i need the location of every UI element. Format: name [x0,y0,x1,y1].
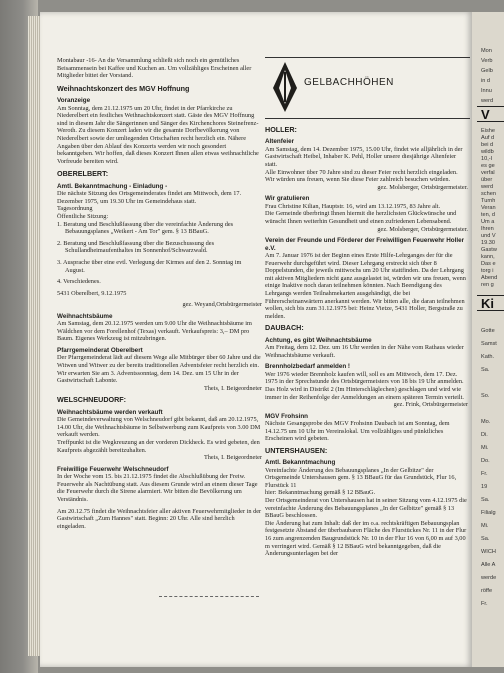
adjacent-page-line: WICH [481,549,496,555]
adjacent-page-line: kann, [481,254,495,260]
agenda-item: 1. Beratung und Beschlußfassung über die vereinfachte Änderung des Bebauungsplanes „Weikert - Am Tor" gem. § 13 BBauG. [57,220,234,236]
congrats-body: Frau Christine Kilian, Hauptstr. 16, wird am 13.12.1975, 83 Jahre alt. [265,202,441,210]
congrats-heading: Wir gratulieren [265,195,310,203]
daubach-body: Am Freitag, dem 12. Dez. um 16 Uhr werden in der Nähe vom Rathaus wieder Weihnachtsbäume verkauft. [265,344,464,359]
signature: Theis, I. Beigeordneter [203,454,262,462]
daubach-subheading: Achtung, es gibt Weihnachtsbäume [265,336,372,344]
adjacent-page-line: werde [481,575,497,581]
adjacent-page-line: bei d [481,142,494,148]
signature: gez. Weyand,Ortsbürgermeister [182,301,262,309]
adjacent-page-line: Fr. [481,471,488,477]
signature: gez. Frink, Ortsbürgermeister [393,401,468,409]
trees-body: Am Samstag, dem 20.12.1975 werden um 9.00 Uhr die Weihnachtsbäume im Wäldchen vor dem Forellenhof (Texas) verkauft. Verkaufspreis: 3,– DM pro Baum. Eigenes Werkzeug ist mitzubringen. [57,320,252,343]
unterhausen-heading: UNTERSHAUSEN: [265,445,328,455]
section-title: GELBACHHÖHEN [304,77,394,88]
adjacent-page-line: Fr. [481,601,488,607]
unterhausen-body: hier: Bekanntmachung gemäß § 12 BBauG. [265,489,376,497]
adjacent-page-line: es ge [481,163,495,169]
adjacent-page-line: Veran [481,205,496,211]
mgv-body: Am Sonntag, dem 21.12.1975 um 20 Uhr, findet in der Pfarrkirche zu Niederelbert ein festliches Weihnachtskonzert statt. Gäste des MGV Hoffnung sind in diesem Jahr die Sängerinnen und Sänger des Kirchenchores Steinefrenz-Weroth. Zu diesem Konzert laden wir die gesamte Dorfbevölkerung von Niederelbert sowie der umliegenden Ortschaften recht herzlich ein. Nähere Angaben über den Ablauf des Konzerts werden wir noch gesondert bekanntgeben. Wir hoffen, daß dieses Konzert Ihnen allen etwas weihnachtliche Vorfreude bereiten wird. [57,104,259,165]
adjacent-page-line: Gotte [481,328,495,334]
adjacent-page-line: Mi. [481,445,489,451]
adjacent-page-line: 19 [481,484,488,490]
adjacent-page-line: Samst [481,341,497,347]
adjacent-page-line: ren g [481,282,494,288]
adjacent-page-line: Alle A [481,562,496,568]
place-date: 5431 Oberelbert, 9.12.1975 [57,289,127,297]
daubach-heading: DAUBACH: [265,323,304,333]
adjacent-page-line: Di. [481,432,488,438]
right-column [265,126,468,558]
unterhausen-subheading: Amtl. Bekanntmachung [265,459,336,467]
feuerwehr-body: In der Woche vom 15. bis 21.12.1975 findet die Abschlußübung der Freiw. Feuerwehr als Nachtübung statt. Aus diesem Grunde wird an einem dieser Tage die Feuerwehr durch die Sirene alarmiert. Wir bitten die Bevölkerung um Verständnis. [57,473,258,503]
agenda-label: Tagesordnung [57,205,93,213]
adjacent-page-line: Mi. [481,523,489,529]
adjacent-page-line: Ihren [481,226,494,232]
adjacent-page-line: werd [481,98,494,104]
adjacent-section-heading: V [477,106,504,122]
public-session-label: Öffentliche Sitzung: [57,212,109,220]
adjacent-page-line: und V [481,233,496,239]
agenda-item: 4. Verschiedenes. [57,278,101,286]
unterhausen-body: Der Ortsgemeinderat von Untershausen hat in seiner Sitzung vom 4.12.1975 die vereinfachte Änderung des Bebauungsplanes „In der Gelbitze" gemäß § 13 BBauG beschlossen. [265,497,467,520]
welschneudorf-body: Die Gemeindeverwaltung von Welschneudorf gibt bekannt, daß am 20.12.1975, 14.00 Uhr, die Weihnachtsbäume in Selbstwerbung zum Kaufpreis von 3.00 DM verkauft werden. [57,416,261,439]
adjacent-page-line: Innu [481,88,492,94]
mgv-subheading: Voranzeige [57,97,91,105]
intro-text: Montabaur -16- An die Versammlung schließt sich noch ein gemütliches Beisammensein bei Kaffee und Kuchen an. Um vollzähliges Erscheinen aller Mitglieder bittet der Vorstand. [57,57,252,80]
oberelbert-subheading: Amtl. Bekanntmachung - Einladung - [57,182,168,190]
verein-body: Am 7. Januar 1976 ist der Beginn eines Erste Hilfe-Lehrganges der für die Feuerwehr durchgeführt wird. Dieser Lehrgang erstreckt sich über 8 Doppelstunden, die jeweils mittwochs um 20 Uhr stattfinden. Da der Lehrgang mit aktiven Mitgliedern nicht ganz ausgelastet ist, würden wir uns freuen, wenn einige Inaktive noch daran teilnehmen könnten. Nach Beendigung des Lehrgangs werden Teilnahmekarten ausgehändigt, die bei Führerscheinanwärtern anerkannt werden. Wir bitten alle, die daran teilnehmen wollen, sich bis zum 31.12.1975 bei: Heinz Vietze, 5431 Holler, Bergstraße zu melden. [265,251,466,320]
signature: Theis, I. Beigeordneter [203,384,262,392]
column-end-divider [159,596,259,597]
adjacent-page-line: Das e [481,261,496,267]
unterhausen-body: Vereinfachte Änderung des Bebauungsplanes „In der Gelbitze" der Ortsgemeinde Untershausen gem. § 13 BBauG für das Grundstück, Flur 16, Flurstück 11 [265,466,457,489]
oberelbert-body: Die nächste Sitzung des Ortsgemeinderates findet am Mittwoch, dem 17. Dezember 1975, um 19.30 Uhr im Gemeindehaus statt. [57,190,242,205]
welschneudorf-body: Treffpunkt ist die Wegkreuzung an der vorderen Dickheck. Es wird gebeten, den Kaufpreis abgezählt bereitzuhalten. [57,439,260,454]
frohsinn-body: Nächste Gesangsprobe des MGV Frohsinn Daubach ist am Sonntag, dem 14.12.75 um 10 Uhr im Vereinslokal. Um vollzähliges und pünktliches Erscheinen wird gebeten. [265,420,450,443]
adjacent-page-line: Mon [481,48,492,54]
welschneudorf-heading: WELSCHNEUDORF: [57,395,127,405]
adjacent-page-line: Abend [481,275,498,281]
adjacent-page-line: in d [481,78,491,84]
brennholz-body: Das Holz wird in Distrikt 2 (Im Hinterschläglechen) geschlagen und wird wie immer in der Reihenfolge der Anmeldungen an einem späteren Termin verteilt. [265,385,464,401]
signature: gez. Molsberger, Ortsbürgermeister. [377,183,468,191]
agenda-item: 3. Ausprache über eine evtl. Verlegung der Kirmes auf den 2. Sonntag im August. [57,258,242,274]
adjacent-page-line: Filialg [481,510,496,516]
adjacent-page-line: Sa. [481,536,490,542]
agenda-list [57,221,262,298]
adjacent-page-line: Verb [481,58,493,64]
congrats-body: Die Gemeinde überbringt Ihnen hiermit die herzlichsten Glückwünsche und wünscht Ihnen weiterhin Gesundheit und einen zufriedenen Lebensabend. [265,210,457,225]
adjacent-page-line: verfal [481,170,495,176]
adjacent-page-line: 10,-I [481,156,493,162]
adjacent-page-line: torg i [481,268,494,274]
adjacent-page-line: Sa. [481,497,490,503]
feuerwehr-heading: Freiwillige Feuerwehr Welschneudorf [57,465,169,473]
verein-heading: Verein der Freunde und Förderer der Freiwilligen Feuerwehr Holler e.V. [265,237,465,252]
brennholz-body: Wer 1976 wieder Brennholz kaufen will, soll es am Mittwoch, dem 17. Dez. 1975 in der Sprechstunde des Ortsbürgermeisters von 18 bis 19 Uhr anmelden. [265,370,464,386]
holler-body: Wir würden uns freuen, wenn Sie diese Feier zahlreich besuchen würden. [265,176,451,184]
adjacent-page-line: Gastw [481,247,497,253]
adjacent-page-line: ten, d [481,212,495,218]
adjacent-page-line: Mo. [481,419,491,425]
pfarr-heading: Pfarrgemeinderat Oberelbert [57,347,143,355]
brennholz-heading: Brennholzbedarf anmelden ! [265,363,351,371]
adjacent-page-line: über [481,177,493,183]
adjacent-page-line: Gelb [481,68,493,74]
adjacent-page-line: Turnh [481,198,496,204]
adjacent-page-line: Kath. [481,354,495,360]
adjacent-page-line: Um a [481,219,495,225]
holler-subheading: Altenfeier [265,138,295,146]
adjacent-page-line: 19.30 [481,240,495,246]
pfarr-body: Wir erwarten Sie am 3. Adventssonntag, dem 14. Dez. um 15 Uhr in der Gastwirtschaft Labonte. [57,369,239,385]
frohsinn-heading: MGV Frohsinn [265,412,309,420]
adjacent-page-line: schen [481,191,496,197]
welschneudorf-subheading: Weihnachtsbäume werden verkauft [57,408,163,416]
adjacent-page-line: So. [481,393,490,399]
adjacent-page-line: wildb [481,149,494,155]
feuerwehr-body: Am 20.12.75 findet die Weihnachtsfeier aller aktiven Feuerwehrmitglieder in der Gastwirtschaft „Zum Hannes" statt. Beginn: 20 Uhr. Alle sind herzlich eingeladen. [57,507,262,530]
trees-heading: Weihnachtsbäume [57,312,113,320]
adjacent-page-line: Auf d [481,135,495,141]
adjacent-page-line: werd [481,184,494,190]
signature: gez. Molsberger, Ortsbürgermeister. [377,225,468,233]
adjacent-section-heading: Ki [477,295,504,311]
adjacent-page-line: röffe [481,588,493,594]
agenda-item: 2. Beratung und Beschlußfassung über die Bezuschussung des Schullandheimaufenthaltes im Sonnenhof/Schwarzwald. [57,239,215,255]
oberelbert-heading: OBERELBERT: [57,169,109,179]
pfarr-body: Der Pfarrgemeinderat lädt auf diesem Wege alle Mitbürger über 60 Jahre und die Witwen und Witwer zu der bereits traditionellen Adventsfeier recht herzlich ein. [57,354,261,370]
holler-body: Am Samstag, dem 14. Dezember 1975, 15.00 Uhr, findet wie alljährlich in der Gastwirtschaft Heibel, Inhaber K. Pehl, Holler unsere diesjährige Altenfeier statt. [265,145,463,168]
holler-heading: HOLLER: [265,125,297,134]
flame-logo-icon [270,60,300,114]
unterhausen-body: Die Änderung hat zum Inhalt: daß der im o.a. rechtskräftigen Bebauungsplan festgesetzte Abstand der überbaubaren Fläche des Flurstückes Nr. 11 in der Flur 16 zum angrenzenden Baugrundstück Nr. 10 in der Flur 16 von 6,00 m auf 3,00 m verringert wird. Gemäß § 12 BBauG wird bekanntgegeben, daß die Änderungsunterlagen bei der [265,519,467,558]
left-column [57,57,262,534]
adjacent-page-line: Do. [481,458,490,464]
adjacent-page-line: Sa. [481,367,490,373]
holler-body: Alle Einwohner über 70 Jahre sind zu dieser Feier recht herzlich eingeladen. [265,168,458,176]
adjacent-page-line: Eishe [481,128,495,134]
mgv-heading: Weihnachtskonzert des MGV Hoffnung [57,83,190,93]
